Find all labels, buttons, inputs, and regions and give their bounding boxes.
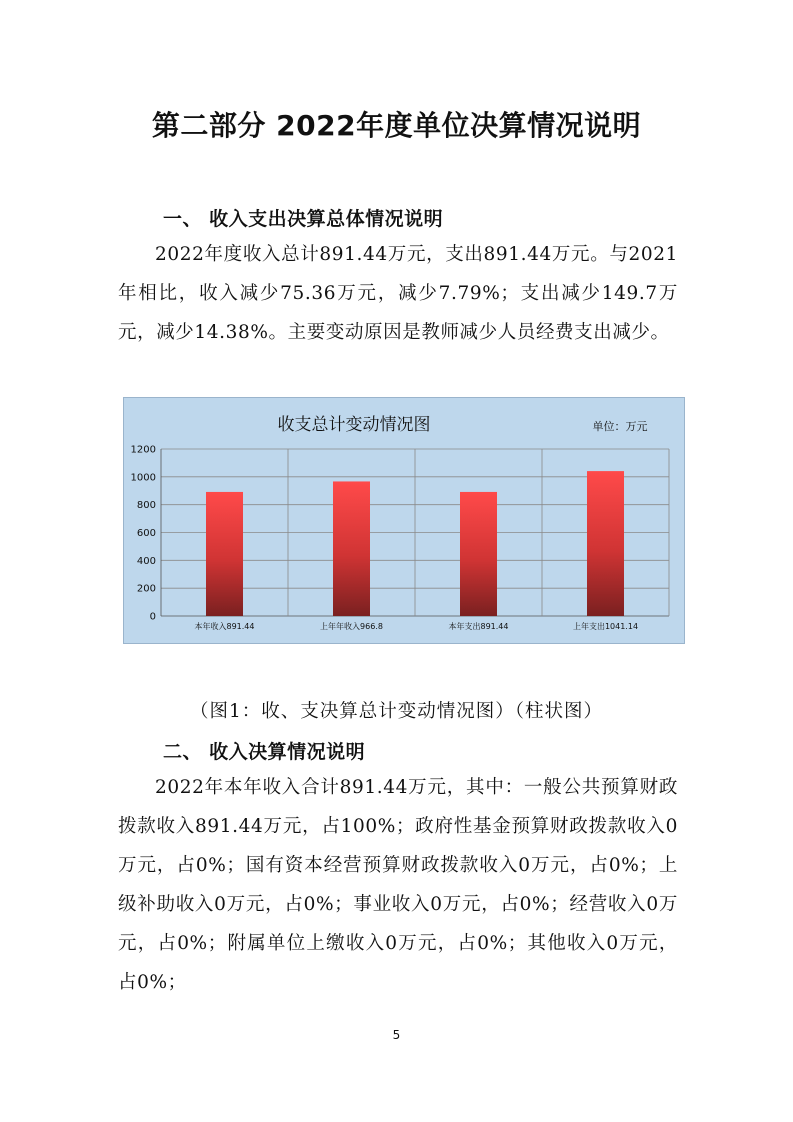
x-category-label: 上年年收入966.8: [320, 622, 383, 631]
y-tick-label: 600: [136, 528, 156, 539]
x-category-label: 本年收入891.44: [194, 622, 255, 631]
y-tick-label: 800: [136, 500, 156, 512]
chart-title: 收支总计变动情况图: [277, 415, 431, 435]
section-2-paragraph: 2022年本年收入合计891.44万元，其中：一般公共预算财政拨款收入891.44万元，占100%；政府性基金预算财政拨款收入0万元，占0%；国有资本经营预算财政拨款收入0万元，占0%；上级补助收入0万元，占0%；事业收入0万元，占0%；经营收入0万元，占0%；附属单位上缴收入0万元，占0%；其他收入0万元，占0%；: [118, 777, 678, 993]
y-tick-label: 400: [136, 555, 156, 567]
section-1-paragraph: 2022年度收入总计891.44万元，支出891.44万元。与2021年相比，收入减少75.36万元，减少7.79%；支出减少149.7万元，减少14.38%。主要变动原因是教师减少人员经费支出减少。: [118, 244, 678, 343]
chart-canvas: [124, 398, 684, 643]
y-tick-label: 1200: [130, 444, 156, 456]
bar-1: [206, 492, 243, 616]
bar-4: [587, 471, 624, 616]
chart-unit-label: 单位：万元: [592, 420, 648, 433]
y-tick-label: 0: [149, 611, 156, 623]
section-2-heading: 二、 收入决算情况说明: [163, 741, 366, 763]
revenue-expense-chart: [123, 397, 685, 644]
x-category-label: 本年支出891.44: [448, 622, 509, 631]
figure-caption: （图1：收、支决算总计变动情况图）（柱状图）: [189, 701, 604, 722]
bar-2: [333, 481, 370, 616]
page-title: 第二部分 2022年度单位决算情况说明: [151, 109, 642, 142]
bar-3: [460, 492, 497, 616]
x-category-label: 上年支出1041.14: [572, 622, 639, 631]
page-number: 5: [392, 1028, 401, 1042]
y-tick-label: 1000: [130, 472, 156, 484]
y-tick-label: 200: [136, 583, 156, 595]
section-1-heading: 一、 收入支出决算总体情况说明: [163, 208, 444, 230]
